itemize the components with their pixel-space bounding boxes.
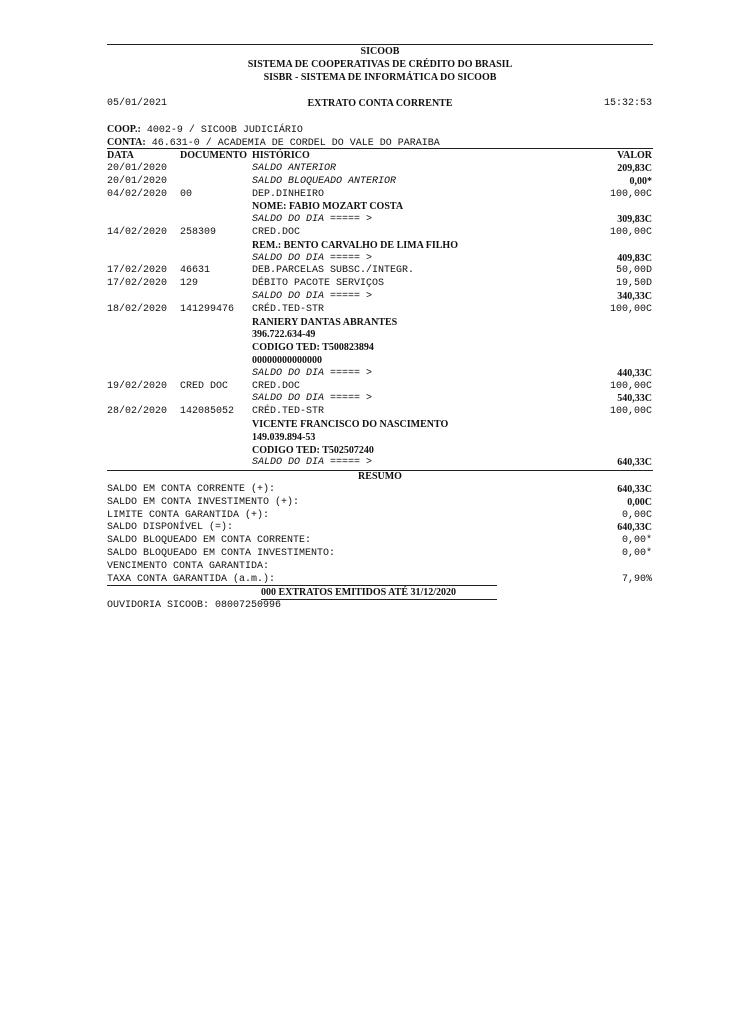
- system-line-1: SISTEMA DE COOPERATIVAS DE CRÉDITO DO BRASIL: [247, 59, 513, 70]
- coop-label: COOP.:: [107, 124, 141, 135]
- table-row: [0, 303, 731, 316]
- entry-history: SALDO DO DIA ===== >: [252, 214, 373, 226]
- table-row: [0, 431, 731, 444]
- entry-date: 20/01/2020: [107, 175, 168, 187]
- conta-value: 46.631-0 / ACADEMIA DE CORDEL DO VALE DO PARAIBA: [145, 138, 440, 149]
- entry-value: 540,33C: [617, 393, 652, 405]
- table-row: [0, 175, 731, 188]
- table-row: [0, 213, 731, 226]
- report-date: 05/01/2021: [107, 98, 168, 109]
- entry-history: SALDO DO DIA ===== >: [252, 367, 373, 379]
- table-row: [0, 328, 731, 341]
- table-row: [0, 367, 731, 380]
- report-time: 15:32:53: [603, 98, 652, 109]
- entry-history: 396.722.634-49: [252, 329, 316, 341]
- entry-history: DEB.PARCELAS SUBSC./INTEGR.: [252, 265, 415, 277]
- entry-date: 20/01/2020: [107, 163, 168, 174]
- entry-history: SALDO DO DIA ===== >: [252, 393, 373, 405]
- bank-name: SICOOB: [360, 46, 400, 57]
- entry-document: 142085052: [180, 406, 235, 418]
- coop-line: [107, 123, 303, 137]
- summary-label: LIMITE CONTA GARANTIDA (+):: [107, 509, 270, 521]
- entry-value: 640,33C: [617, 457, 652, 469]
- summary-label: SALDO BLOQUEADO EM CONTA INVESTIMENTO:: [107, 548, 336, 559]
- summary-label: SALDO DISPONÍVEL (=):: [107, 522, 234, 534]
- entry-value: 19,50D: [615, 278, 652, 290]
- entry-history: CODIGO TED: T500823894: [252, 342, 374, 354]
- table-row: [0, 290, 731, 303]
- summary-title: RESUMO: [358, 471, 402, 482]
- entry-value: 100,00C: [609, 303, 652, 315]
- table-row: [0, 162, 731, 175]
- table-row: [0, 226, 731, 239]
- entry-history: SALDO DO DIA ===== >: [252, 291, 373, 302]
- entry-value: 100,00C: [609, 227, 652, 238]
- col-date: DATA: [107, 150, 134, 161]
- summary-value: 640,33C: [617, 484, 652, 495]
- summary-row: [0, 521, 731, 534]
- entry-history: DEP.DINHEIRO: [252, 188, 325, 200]
- entry-history: NOME: FABIO MOZART COSTA: [252, 201, 404, 213]
- entry-value: 100,00C: [609, 406, 652, 418]
- entry-history: 00000000000000: [252, 355, 322, 366]
- col-value: VALOR: [617, 150, 652, 161]
- entry-date: 19/02/2020: [107, 380, 168, 392]
- entry-value: 50,00D: [615, 265, 652, 277]
- column-headers: [0, 149, 731, 162]
- ouvidoria: OUVIDORIA SICOOB: 08007250996: [107, 600, 282, 611]
- summary-row: [0, 496, 731, 509]
- entry-value: 309,83C: [617, 214, 652, 226]
- entry-history: CODIGO TED: T502507240: [252, 444, 374, 456]
- entry-value: 0,00*: [629, 175, 652, 187]
- entry-history: CRED.DOC: [252, 227, 301, 238]
- entry-date: 18/02/2020: [107, 303, 168, 315]
- entry-history: REM.: BENTO CARVALHO DE LIMA FILHO: [252, 239, 458, 251]
- entry-history: DÉBITO PACOTE SERVIÇOS: [252, 278, 385, 290]
- table-row: [0, 252, 731, 265]
- entry-history: SALDO DO DIA ===== >: [252, 457, 373, 469]
- entry-value: 340,33C: [617, 291, 652, 302]
- entry-value: 100,00C: [609, 188, 652, 200]
- emitted-note: 000 EXTRATOS EMITIDOS ATÉ 31/12/2020: [261, 587, 457, 598]
- table-row: [0, 200, 731, 213]
- summary-label: VENCIMENTO CONTA GARANTIDA:: [107, 560, 270, 572]
- entry-document: 258309: [180, 227, 217, 238]
- table-row: [0, 418, 731, 431]
- entry-history: 149.039.894-53: [252, 431, 316, 443]
- entry-date: 17/02/2020: [107, 265, 168, 277]
- entry-value: 409,83C: [617, 252, 652, 264]
- report-title: EXTRATO CONTA CORRENTE: [307, 98, 453, 109]
- entry-document: 129: [180, 278, 199, 290]
- entry-history: CRÉD.TED-STR: [252, 303, 325, 315]
- summary-value: 7,90%: [621, 573, 652, 585]
- emitted-underline: [261, 599, 497, 600]
- table-row: [0, 277, 731, 290]
- table-row: [0, 354, 731, 367]
- entry-document: 46631: [180, 265, 211, 277]
- summary-value: 0,00*: [621, 535, 652, 547]
- summary-label: SALDO EM CONTA INVESTIMENTO (+):: [107, 496, 300, 508]
- conta-label: CONTA:: [107, 137, 146, 148]
- entry-history: CRÉD.TED-STR: [252, 406, 325, 418]
- entry-history: VICENTE FRANCISCO DO NASCIMENTO: [252, 419, 449, 430]
- table-row: [0, 444, 731, 457]
- summary-row: [0, 547, 731, 560]
- table-row: [0, 380, 731, 393]
- summary-row: [0, 483, 731, 496]
- entry-value: 440,33C: [617, 367, 652, 379]
- entry-value: 100,00C: [609, 380, 652, 392]
- summary-value: 0,00C: [627, 496, 652, 508]
- table-row: [0, 239, 731, 252]
- table-row: [0, 405, 731, 418]
- entry-date: 28/02/2020: [107, 406, 168, 418]
- table-row: [0, 188, 731, 201]
- entry-document: CRED DOC: [180, 380, 229, 392]
- entry-history: SALDO DO DIA ===== >: [252, 252, 373, 264]
- summary-row: [0, 573, 731, 586]
- entry-date: 04/02/2020: [107, 188, 168, 200]
- table-row: [0, 264, 731, 277]
- entry-document: 141299476: [180, 303, 235, 315]
- system-line-2: SISBR - SISTEMA DE INFORMÁTICA DO SICOOB: [263, 72, 497, 83]
- summary-value: 0,00*: [621, 548, 652, 559]
- table-row: [0, 392, 731, 405]
- entry-history: CRED.DOC: [252, 380, 301, 392]
- entry-date: 17/02/2020: [107, 278, 168, 290]
- coop-value: 4002-9 / SICOOB JUDICIÁRIO: [140, 125, 303, 136]
- col-history: HISTÓRICO: [252, 150, 310, 161]
- entry-document: 00: [180, 188, 193, 200]
- entry-date: 14/02/2020: [107, 227, 168, 238]
- table-row: [0, 456, 731, 469]
- summary-value: 640,33C: [617, 522, 652, 534]
- summary-label: SALDO EM CONTA CORRENTE (+):: [107, 484, 276, 495]
- entry-value: 209,83C: [617, 163, 652, 174]
- entry-history: SALDO BLOQUEADO ANTERIOR: [252, 175, 397, 187]
- table-row: [0, 341, 731, 354]
- summary-label: TAXA CONTA GARANTIDA (a.m.):: [107, 573, 276, 585]
- entry-history: RANIERY DANTAS ABRANTES: [252, 316, 398, 328]
- entry-history: SALDO ANTERIOR: [252, 163, 337, 174]
- summary-row: [0, 560, 731, 573]
- summary-label: SALDO BLOQUEADO EM CONTA CORRENTE:: [107, 535, 312, 547]
- summary-value: 0,00C: [621, 509, 652, 521]
- summary-row: [0, 509, 731, 522]
- summary-row: [0, 534, 731, 547]
- table-row: [0, 316, 731, 329]
- col-document: DOCUMENTO: [180, 150, 248, 161]
